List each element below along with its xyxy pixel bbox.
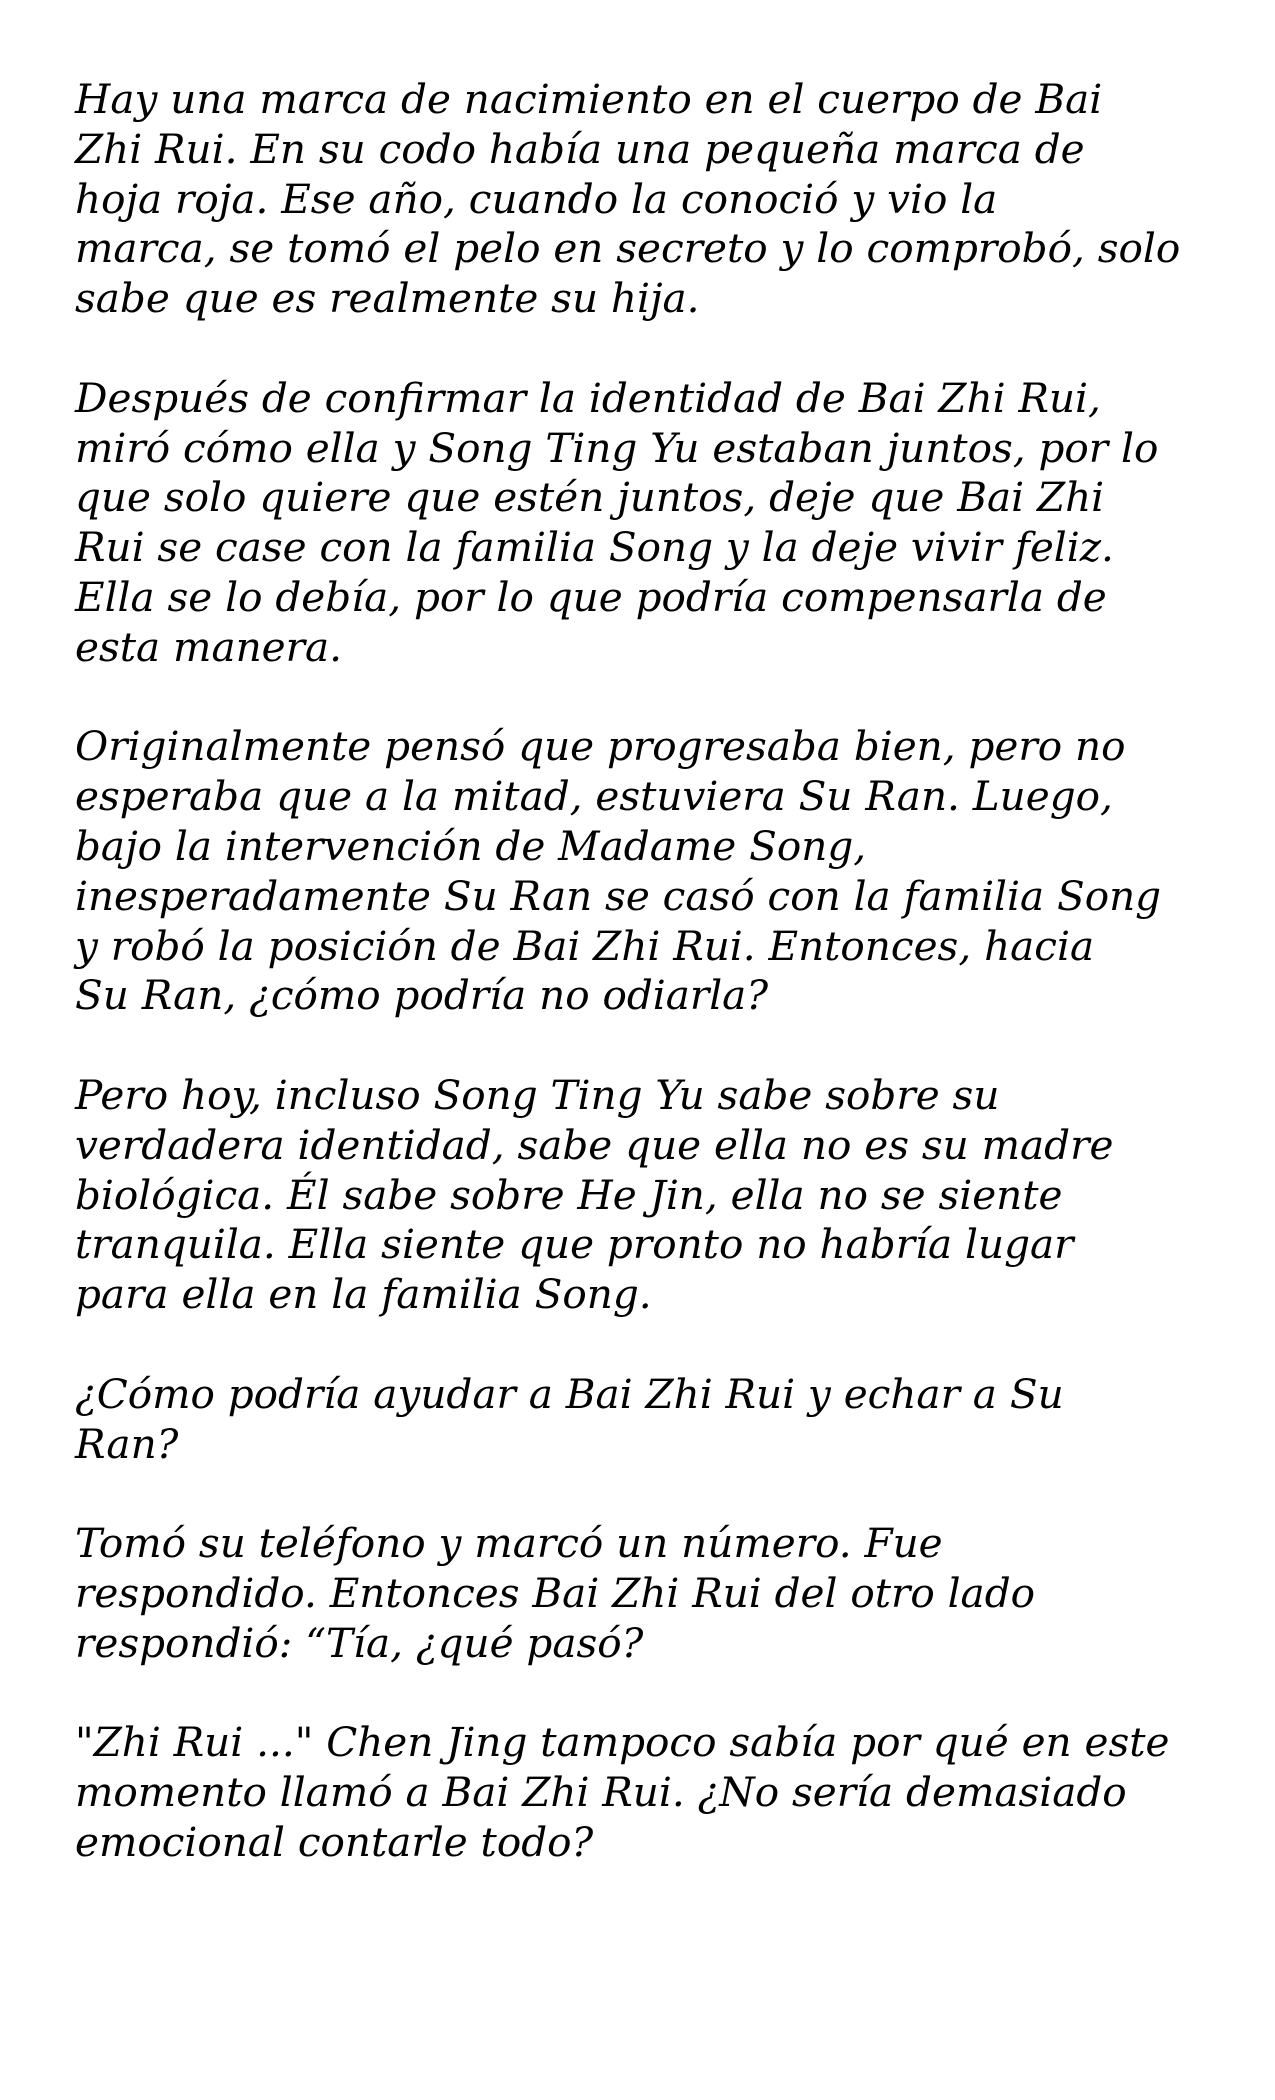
text-line: esta manera. xyxy=(75,622,343,671)
paragraph-3 xyxy=(75,722,1215,1021)
text-line: esperaba que a la mitad, estuviera Su Ran. Luego, xyxy=(75,772,1113,821)
paragraph-7 xyxy=(75,1718,1215,1867)
text-line: "Zhi Rui ..." Chen Jing tampoco sabía por qué en este xyxy=(75,1718,1170,1767)
paragraph-1 xyxy=(75,75,1215,324)
paragraph-5 xyxy=(75,1370,1215,1470)
text-line: biológica. Él sabe sobre He Jin, ella no se siente xyxy=(75,1170,1063,1219)
text-line: momento llamó a Bai Zhi Rui. ¿No sería demasiado xyxy=(75,1768,1127,1817)
text-line: Después de confirmar la identidad de Bai Zhi Rui, xyxy=(75,373,1101,422)
document-page xyxy=(75,75,1215,1917)
text-line: bajo la intervención de Madame Song, xyxy=(75,821,867,870)
text-line: Ella se lo debía, por lo que podría compensarla de xyxy=(75,572,1107,621)
text-line: Tomó su teléfono y marcó un número. Fue xyxy=(75,1519,943,1568)
text-line: Originalmente pensó que progresaba bien, pero no xyxy=(75,722,1126,771)
text-line: miró cómo ella y Song Ting Yu estaban juntos, por lo xyxy=(75,423,1159,472)
text-line: verdadera identidad, sabe que ella no es su madre xyxy=(75,1120,1114,1169)
text-line: emocional contarle todo? xyxy=(75,1817,594,1866)
text-line: tranquila. Ella siente que pronto no habría lugar xyxy=(75,1220,1074,1269)
text-line: Su Ran, ¿cómo podría no odiarla? xyxy=(75,971,769,1020)
text-line: ¿Cómo podría ayudar a Bai Zhi Rui y echar a Su xyxy=(75,1369,1064,1418)
text-line: Pero hoy, incluso Song Ting Yu sabe sobre su xyxy=(75,1070,1000,1119)
text-line: Hay una marca de nacimiento en el cuerpo de Bai xyxy=(75,75,1103,123)
text-line: Rui se case con la familia Song y la deje vivir feliz. xyxy=(75,523,1114,572)
text-line: respondió: “Tía, ¿qué pasó? xyxy=(75,1618,644,1667)
text-line: y robó la posición de Bai Zhi Rui. Entonces, hacia xyxy=(75,921,1095,970)
text-line: inesperadamente Su Ran se casó con la familia Song xyxy=(75,871,1162,920)
text-line: hoja roja. Ese año, cuando la conoció y vio la xyxy=(75,174,998,223)
text-line: para ella en la familia Song. xyxy=(75,1270,652,1319)
text-line: que solo quiere que estén juntos, deje que Bai Zhi xyxy=(75,473,1105,522)
text-line: Ran? xyxy=(75,1419,179,1468)
text-line: Zhi Rui. En su codo había una pequeña marca de xyxy=(75,124,1085,173)
text-line: sabe que es realmente su hija. xyxy=(75,274,700,323)
paragraph-6 xyxy=(75,1519,1215,1668)
paragraph-4 xyxy=(75,1071,1215,1320)
paragraph-2 xyxy=(75,374,1215,673)
text-line: marca, se tomó el pelo en secreto y lo comprobó, solo xyxy=(75,224,1181,273)
text-line: respondido. Entonces Bai Zhi Rui del otro lado xyxy=(75,1568,1036,1617)
